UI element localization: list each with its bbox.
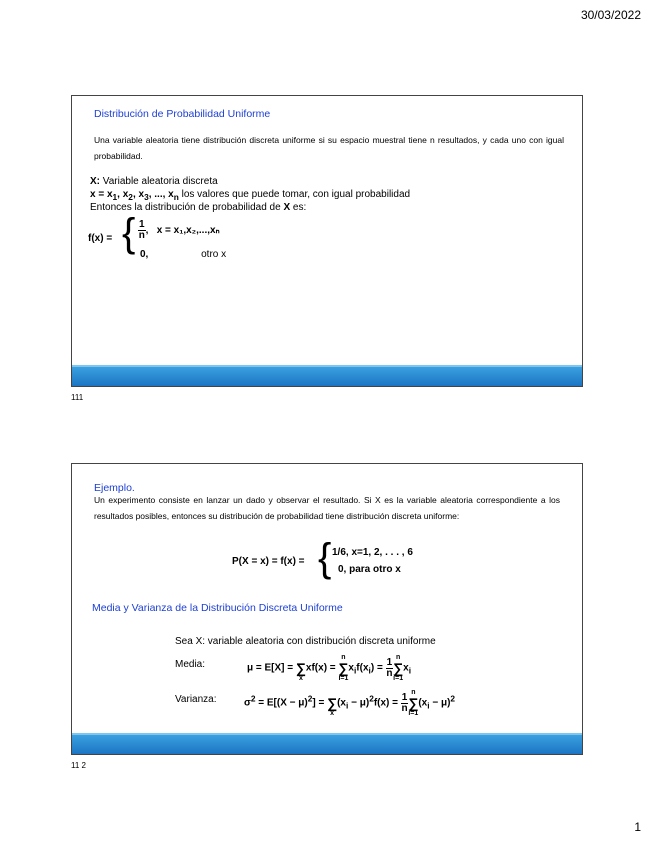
- then-line: Entonces la distribución de probabilidad de X es:: [90, 202, 307, 213]
- slide-label-111: 111: [71, 393, 84, 402]
- case-1: $\frac{1}{n}$ , x = x₁,x₂,...,xₙ: [138, 219, 220, 241]
- varianza-formula: $\sigma^2 = E[(X - \mu)^2]$ = ∑ x $(x_i - \mu)^2f(x)$ = $\frac{1}{n}$ n ∑ i=1 $(x_i - \mu)^2$: [244, 689, 456, 717]
- subtitle: Media y Varianza de la Distribución Discreta Uniforme: [92, 602, 343, 614]
- slide-111: [71, 95, 583, 387]
- example-paragraph: Un experimento consiste en lanzar un dado y observar el resultado. Si X es la variable aleatoria correspondiente a los resultados posibles, entonces su distribución de probabilidad tiene distribución discreta uniforme:: [94, 495, 560, 521]
- varianza-label: Varianza:: [175, 694, 217, 705]
- sea-line: Sea X: variable aleatoria con distribución discreta uniforme: [175, 636, 436, 647]
- slide-label-112: 11 2: [71, 761, 86, 770]
- pmf-brace: {: [318, 536, 332, 580]
- slide-title: Distribución de Probabilidad Uniforme: [94, 108, 271, 120]
- left-brace: {: [122, 211, 136, 255]
- pmf-case-2: 0, para otro x: [338, 564, 401, 575]
- slide-footer-bar: [72, 733, 582, 754]
- x-definition: X: Variable aleatoria discreta: [90, 176, 218, 187]
- page-date: 30/03/2022: [580, 8, 641, 22]
- slide-112: [71, 463, 583, 755]
- definition-paragraph: Una variable aleatoria tiene distribución discreta uniforme si su espacio muestral tiene n resultados, y cada uno con igual probabilidad.: [94, 135, 564, 161]
- media-label: Media:: [175, 659, 206, 670]
- fx-label: f(x) =: [88, 233, 113, 244]
- values-line: $x = x_1$, $x_2$, $x_3$, ..., $x_n$ los valores que puede tomar, con igual probabilidad: [90, 189, 411, 202]
- pmf-case-1: 1/6, x=1, 2, . . . , 6: [332, 547, 413, 558]
- page-number: 1: [634, 820, 641, 834]
- example-title: Ejemplo.: [94, 482, 135, 494]
- case-2: 0, otro x: [140, 249, 227, 260]
- media-formula: μ = E[X] = ∑ x xf(x) = n ∑ i=1 $x_if(x_i)$ = $\frac{1}{n}$ n ∑ i=1 $x_i$: [247, 654, 412, 682]
- slide-footer-bar: [72, 365, 582, 386]
- pmf-lhs: P(X = x) = f(x) =: [232, 556, 305, 567]
